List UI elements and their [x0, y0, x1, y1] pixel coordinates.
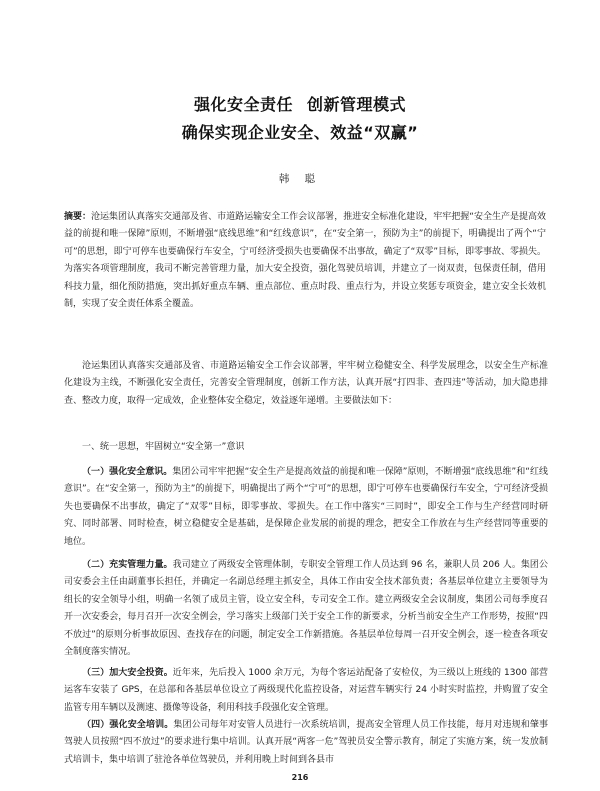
- title-line-2: 确保实现企业安全、效益“双赢”: [181, 123, 419, 142]
- section-heading-1: 一、统一思想，牢固树立“安全第一”意识: [82, 442, 245, 452]
- title-line-1-part-b: 创新管理模式: [307, 95, 407, 114]
- paragraph-safety-awareness: [64, 464, 548, 551]
- paragraph-text: 集团公司牢牢把握“安全生产是提高效益的前提和唯一保障”原则，不断增强“底线思维”和“红线意识”。在“安全第一，预防为主”的前提下，明确提出了两个“宁可”的思想，即宁可停车也要确保行车安全，宁可经济受损失也要确保不出事故，确定了“双零”目标，即零事故、零损失。在工作中落实“三同时”，即安全工作与生产经营同时研究、同时部署、同时检查，树立稳健安全是基础，是保障企业发展的前提的理念，把安全工作放在与生产经营同等重要的地位。: [64, 467, 548, 547]
- page-number: 216: [291, 773, 309, 782]
- abstract: [64, 209, 546, 313]
- paragraph-safety-training: [64, 717, 548, 769]
- paragraph-subheading: （二）充实管理力量。: [82, 560, 173, 570]
- abstract-label: 摘要：: [64, 212, 92, 222]
- abstract-text: 沧运集团认真落实交通部及省、市道路运输安全工作会议部署，推进安全标准化建设，牢牢把握“安全生产是提高效益的前提和唯一保障”原则，不断增强“底线思维”和“红线意识”，在“安全第一，预防为主”的前提下，明确提出了两个“宁可”的思想，即宁可停车也要确保行车安全，宁可经济受损失也要确保不出事故，确定了“双零”目标，即零事故、零损失。为落实各项管理制度，我司不断完善管理力量，加大安全投资，强化驾驶员培训，并建立了一岗双责，包保责任制，借用科技力量，细化预防措施，突出抓好重点车辆、重点部位、重点时段、重点行为，并设立奖惩专项资金，建立安全长效机制，实现了安全责任体系全覆盖。: [64, 212, 546, 310]
- paragraph-text: 近年来，先后投入 1000 余万元，为每个客运站配备了安检仪，为三级以上班线的 1300 部营运客车安装了 GPS，在总部和各基层单位设立了两级现代化监控设备，对运营车辆实行 24 小时实时监控，并购置了安全监管专用车辆以及测速、摄像等设备，利用科技手段强化安全管理。: [64, 668, 548, 713]
- paragraph-text: 集团公司每年对安管人员进行一次系统培训，提高安全管理人员工作技能，每月对违规和肇事驾驶人员按照“四不放过”的要求进行集中培训。认真开展“两客一危”驾驶员安全警示教育，制定了实施方案，统一发放制式培训卡，集中培训了驻沧各单位驾驶员，并利用晚上时间到各县市: [64, 720, 548, 765]
- paragraph-subheading: （一）强化安全意识。: [82, 467, 173, 477]
- paragraph-safety-investment: [64, 665, 548, 717]
- intro-paragraph: 沧运集团认真落实交通部及省、市道路运输安全工作会议部署，牢牢树立稳健安全、科学发展理念，以安全生产标准化建设为主线，不断强化安全责任，完善安全管理制度，创新工作方法，认真开展“打四非、查四违”等活动，加大隐患排查、整改力度，取得一定成效，企业整体安全稳定，效益逐年递增。主要做法如下：: [64, 361, 548, 406]
- paragraph-management-force: [64, 557, 548, 661]
- paragraph-text: 我司建立了两级安全管理体制，专职安全管理工作人员达到 96 名，兼职人员 206 人。集团公司安委会主任由副董事长担任，并确定一名副总经理主抓安全，具体工作由安全技术部负责；各基层单位建立主要领导为组长的安全领导小组，明确一名领了成员主管，设立安全科，专司安全工作。建立两级安全会议制度，集团公司每季度召开一次安委会，每月召开一次安全例会，学习落实上级部门关于安全工作的新要求，分析当前安全生产工作形势，按照“四不放过”的原则分析事故原因、查找存在的问题，制定安全工作新措施。各基层单位每周一召开安全例会，逐一检查各项安全制度落实情况。: [64, 560, 548, 658]
- title-line-1: [0, 92, 600, 115]
- paragraph-subheading: （四）强化安全培训。: [82, 720, 174, 730]
- paragraph-subheading: （三）加大安全投资。: [82, 668, 173, 678]
- author-name: 韩 聪: [278, 173, 322, 185]
- title-line-1-part-a: 强化安全责任: [193, 95, 293, 114]
